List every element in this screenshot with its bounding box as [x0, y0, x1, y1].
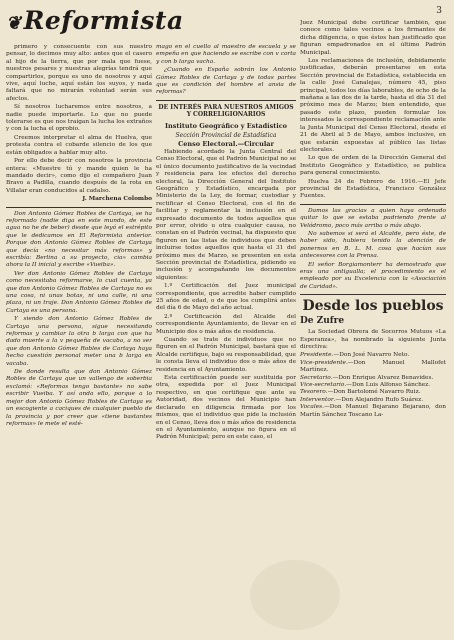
article-paragraph: Esta certificación puede ser sustituida por otra, expedida por el Juez Municipal respectivo, en que certifique que ante su Autoridad, dos vecinos del Municipio han declarado en diligencia firmada por los mismos, que el individuo que pide la inclusión en el Censo, lleva dos o más años de residencia en el Ayuntamiento, aunque no figura en el Padrón Municipal; pero en este caso, el — [156, 375, 296, 441]
list-item: Vice-secretario.—Don Luis Alfonso Sánchez. — [300, 382, 431, 389]
dateline: De Zufre — [300, 316, 345, 327]
article-paragraph: Sí nosotros lucharemos entre nosotros, a nadie puede importarle. Lo que no puede tolerarse es que nos traigan la lucha los extraños y con la lucha el oprobio. — [6, 104, 152, 133]
list-role: Vice-presidente — [300, 359, 346, 366]
list-name: Don Luis Alfonso Sánchez. — [351, 382, 431, 389]
list-name: Don José Navarro Neto. — [339, 352, 410, 359]
article-paragraph: Huelva 24 de Febrero de 1916.—El Jefe provincial de Estadística, Francisco González Fuentes. — [300, 178, 446, 200]
article-paragraph: Por ello debe decir con nosotros la provincia entera: «Muestre tú y mande quien le ha mandado decir», como dijo el compañero Juan Bravo a Padilla, cuando después de la rota en Villalar eran conducidos al cadalso. — [6, 158, 152, 194]
article-paragraph: mago en el cuello al maestro de escuela y se empeña en que haciendo se escribe con v corta y con b larga vacha. — [156, 44, 296, 65]
list-item: Presidente.—Don José Navarro Neto. — [300, 352, 410, 359]
article-paragraph: Lo que de orden de la Dirección General del Instituto Geográfico y Estadístico, se publica para general conocimiento. — [300, 155, 446, 177]
article-paragraph: Los reclamaciones de inclusión, debidamente justificadas, deberán presentarse en esta Sección provincial de Estadística, establecida en la calle José Canalejas, número 45, piso principal, todos los días laborables, de ocho de la mañana a las dos de la tarde, hasta el día 31 del próximo mes de Marzo; bien entendido, que pasado este plazo, pueden formular los interesados la correspondiente reclamación ante la Junta Municipal del Censo Electoral, desde el 21 de Abril al 5 de Mayo, ambos inclusive, en que estarán expuestas al público las listas electorales. — [300, 58, 446, 153]
masthead-title: Reformista — [23, 6, 184, 35]
list-name: Don Alejandro Rufo Suárez. — [341, 396, 424, 403]
list-item: Interventor.—Don Alejandro Rufo Suárez. — [300, 396, 424, 403]
column-2 — [156, 44, 296, 634]
article-paragraph: 2.º Certificación del Alcalde del correspondiente Ayuntamiento, de llevar en el Municipio dos o más años de residencia. — [156, 313, 296, 335]
divider — [156, 100, 296, 101]
board-list — [300, 352, 446, 419]
article-paragraph: Juez Municipal debe certificar también, que conoce como tales vecinos a los firmantes de dicha diligencia, o que éstos han justificado que figuran empadronados en el último Padrón Municipal. — [300, 20, 446, 56]
section-title: DE INTERÉS PARA NUESTROS AMIGOS Y CORRELIGIONARIOS — [158, 103, 294, 119]
divider — [300, 294, 446, 295]
list-role: Tesorero — [300, 389, 326, 396]
masthead-ornament-icon: ❦ — [6, 13, 22, 34]
article-paragraph: primero y consecuente con sus nuestro pensar, lo decimos muy alto: antes que el casero al hijo de la tierra, que por mala que fuese, nuestros pesares y nuestras alegrías tendrá que compartirlos, porque es uno de nosotros y aquí vive, aquí luche, aquí están los suyos, y nada faltará que no mirarán voluntad serán sus afectos. — [6, 44, 152, 102]
section-subheading: Sección Provincial de Estadística — [175, 132, 277, 140]
list-name: Don Bartolomé Navarro Ruiz. — [333, 389, 421, 396]
divider — [300, 204, 446, 205]
section-heading-large: Desde los pueblos — [302, 298, 444, 315]
article-paragraph: El señor Borgiamonterr ha demostrado que eras una antigualla; el procedimiento es el empleado por su Excelencia con la «Asociación de Caridad». — [300, 261, 446, 290]
list-item: Tesorero.—Don Bartolomé Navarro Ruiz. — [300, 389, 421, 396]
list-item: Vice-presidente.—Don Manuel Mallofet Martínez. — [300, 359, 446, 374]
article-paragraph: La Sociedad Obrera de Socorros Mutuos «La Esperanza», ha nombrado la siguiente Junta directiva: — [300, 329, 446, 351]
article-paragraph: Don Antonio Gómez Robles de Cartaya, se ha reformado (nadie diga en este mundo, de este agua no he de beber) desde que leyó el estrépito que le dedicamos en El Reformista anterior. Porque don Antonio Gómez Robles de Cartaya que decía «no necesitar más reformas» y escribía: Berlina a su proyecto, cia» cambia ahora la II inicial y escribe «Vueiba». — [6, 210, 152, 269]
list-name: Don Manuel Bejarano Bejarano, don Martín Sánchez Toscano La- — [300, 404, 446, 418]
list-role: Vocales — [300, 404, 323, 411]
article-paragraph: Ver don Antonio Gómez Robles de Cartaya como necesitaba reformarse, lo cual cuenta, ya que don Antonio Gómez Robles de Cartaya no es una cosa, ni unas botas, ni una calle, ni una plaza, ni un traje. Don Antonio Gómez Robles de Cartaya es una persona. — [6, 270, 152, 314]
circular-heading: Censo Electoral.—Circular — [178, 140, 274, 149]
section-heading: Instituto Geográfico y Estadístico — [164, 121, 288, 130]
divider — [6, 207, 152, 208]
page-number: 3 — [436, 6, 442, 16]
list-item: Vocales.—Don Manuel Bejarano Bejarano, don Martín Sánchez Toscano La- — [300, 404, 446, 418]
article-paragraph: No sabemos si será el Alcalde, pero éste, de haber sido, hubiera tenido la atención de ponernos en B. L. M. cosa que hacían sus antecesores con la Prensa. — [300, 230, 446, 260]
list-role: Presidente — [300, 352, 332, 359]
list-role: Interventor — [300, 396, 334, 403]
list-name: Don Manuel Mallofet Martínez. — [300, 359, 446, 374]
list-item: Secretario.—Don Enrique Alvarez Benavides. — [300, 374, 434, 381]
article-paragraph: ¿Cuando en España sobrán los Antonio Gómez Robles de Cartaya y de todas partes que es condición del hombre el ansia de reformas? — [156, 67, 296, 96]
list-role: Vice-secretario — [300, 382, 345, 389]
column-3 — [300, 20, 446, 634]
article-paragraph: Habiendo acordado la Junta Central del Censo Electoral, que el Padrón Municipal no se el único documento justificativo de la vecindad y residencia para los efectos del derecho electoral, la Dirección General del Instituto Geográfico y Estadístico, encargada por Ministerio de la Ley, de formar, custodiar y rectificar el Censo Electoral, con el fin de facilitar y reglamentar la inclusión en el expresado documento de todos aquellos que por error, olvido u otra cualquier causa, no constan en el Padrón vecinal, ha dispuesto que figuren en las listas de individuos que deben incluirse todos aquellos que hasta el 31 del próximo mes de Marzo, se presenten en esta Sección provincial de Estadística, pidiendo su inclusión y acompañando los documentos siguientes: — [156, 148, 296, 281]
column-1 — [6, 44, 152, 634]
masthead — [6, 6, 184, 44]
article-paragraph: Creemos interpretar el alma de Huelva, que protesta contra el cobarde silencio de los que están obligados a hablar muy alto. — [6, 134, 152, 156]
article-paragraph: De donde resulta que don Antonio Gómez Robles de Cartaya que un vallengo de soberbia exclamó: «Reformas tengo bastante» no sabe escribir Vueiba. Y así anda ello, porque a lo mejor don Antonio Gómez Robles de Cartaya es un escogiente a caciques de cualquier pueblo de la provincia y por creer que «tiene bastantes reformas» le mete el esté- — [6, 369, 152, 427]
article-paragraph: Cuando se trate de individuos que no figuren en el Padrón Municipal, bastará que el Alcalde certifique, bajo su responsabilidad, que le consta lleva el individuo dos o más años de residencia en el Ayuntamiento. — [156, 337, 296, 373]
list-name: Don Enrique Alvarez Benavides. — [338, 374, 434, 381]
article-paragraph: Damos las gracias a quien haya ordenado quitar lo que se estaba pudriendo frente al Velódromo, poco más arriba o más abajo. — [300, 207, 446, 229]
list-role: Secretario — [300, 374, 331, 381]
article-paragraph: Y siendo don Antonio Gómez Robles de Cartaya una persona, sigue necesitando reformas y cambiar la otra b larga con que ha dado muerte a la v pequeña de vacaba, a no ser que don Antonio Gómez Robles de Cartaya haya hecho cuestión personal meter una b larga en vacaba. — [6, 316, 152, 367]
article-paragraph: 1.º Certificación del Juez municipal correspondiente, que acredite haber cumplido 25 años de edad, o de que los cumplirá antes del día 6 de Mayo del año actual. — [156, 283, 296, 312]
article-signature: J. Marchena Colombo — [82, 196, 152, 203]
